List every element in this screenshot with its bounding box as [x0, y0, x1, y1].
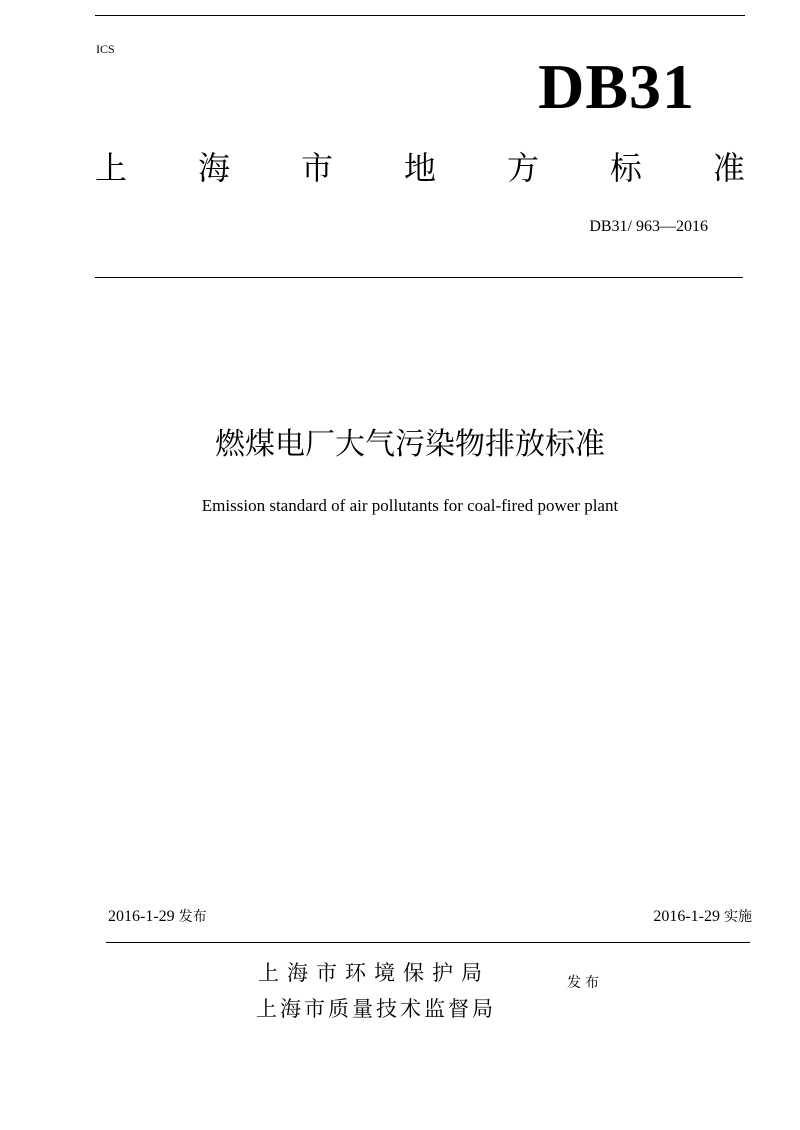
effective-label: 实施: [724, 909, 752, 925]
standard-number: DB31/ 963—2016: [589, 218, 708, 235]
effective-date: 2016-1-29: [653, 908, 720, 925]
header-rule: [95, 277, 743, 278]
document-title-cn: 燃煤电厂大气污染物排放标准: [215, 427, 605, 462]
issuer-environment-bureau: 上海市环境保护局: [258, 961, 490, 985]
ics-label: ICS: [96, 42, 115, 56]
standard-type: [95, 148, 745, 188]
standard-type-char: 地: [403, 149, 436, 187]
top-rule: [95, 15, 745, 16]
issuer-quality-bureau: 上海市质量技术监督局: [256, 997, 496, 1021]
standard-type-char: 海: [197, 149, 230, 187]
standard-type-char: 上: [95, 149, 128, 187]
footer-rule: [106, 942, 750, 943]
standard-code: DB31: [538, 51, 695, 122]
effective-date-line: [653, 906, 752, 926]
issue-label: 发布: [178, 909, 207, 925]
issue-date: 2016-1-29: [108, 908, 175, 925]
standard-type-char: 准: [712, 149, 745, 187]
issued-by-label: 发布: [567, 975, 603, 991]
issue-date-line: [108, 906, 207, 926]
document-title-en: Emission standard of air pollutants for coal-fired power plant: [201, 496, 619, 515]
standard-type-char: 标: [609, 149, 642, 187]
standard-type-char: 市: [300, 149, 333, 187]
standard-type-char: 方: [506, 149, 539, 187]
